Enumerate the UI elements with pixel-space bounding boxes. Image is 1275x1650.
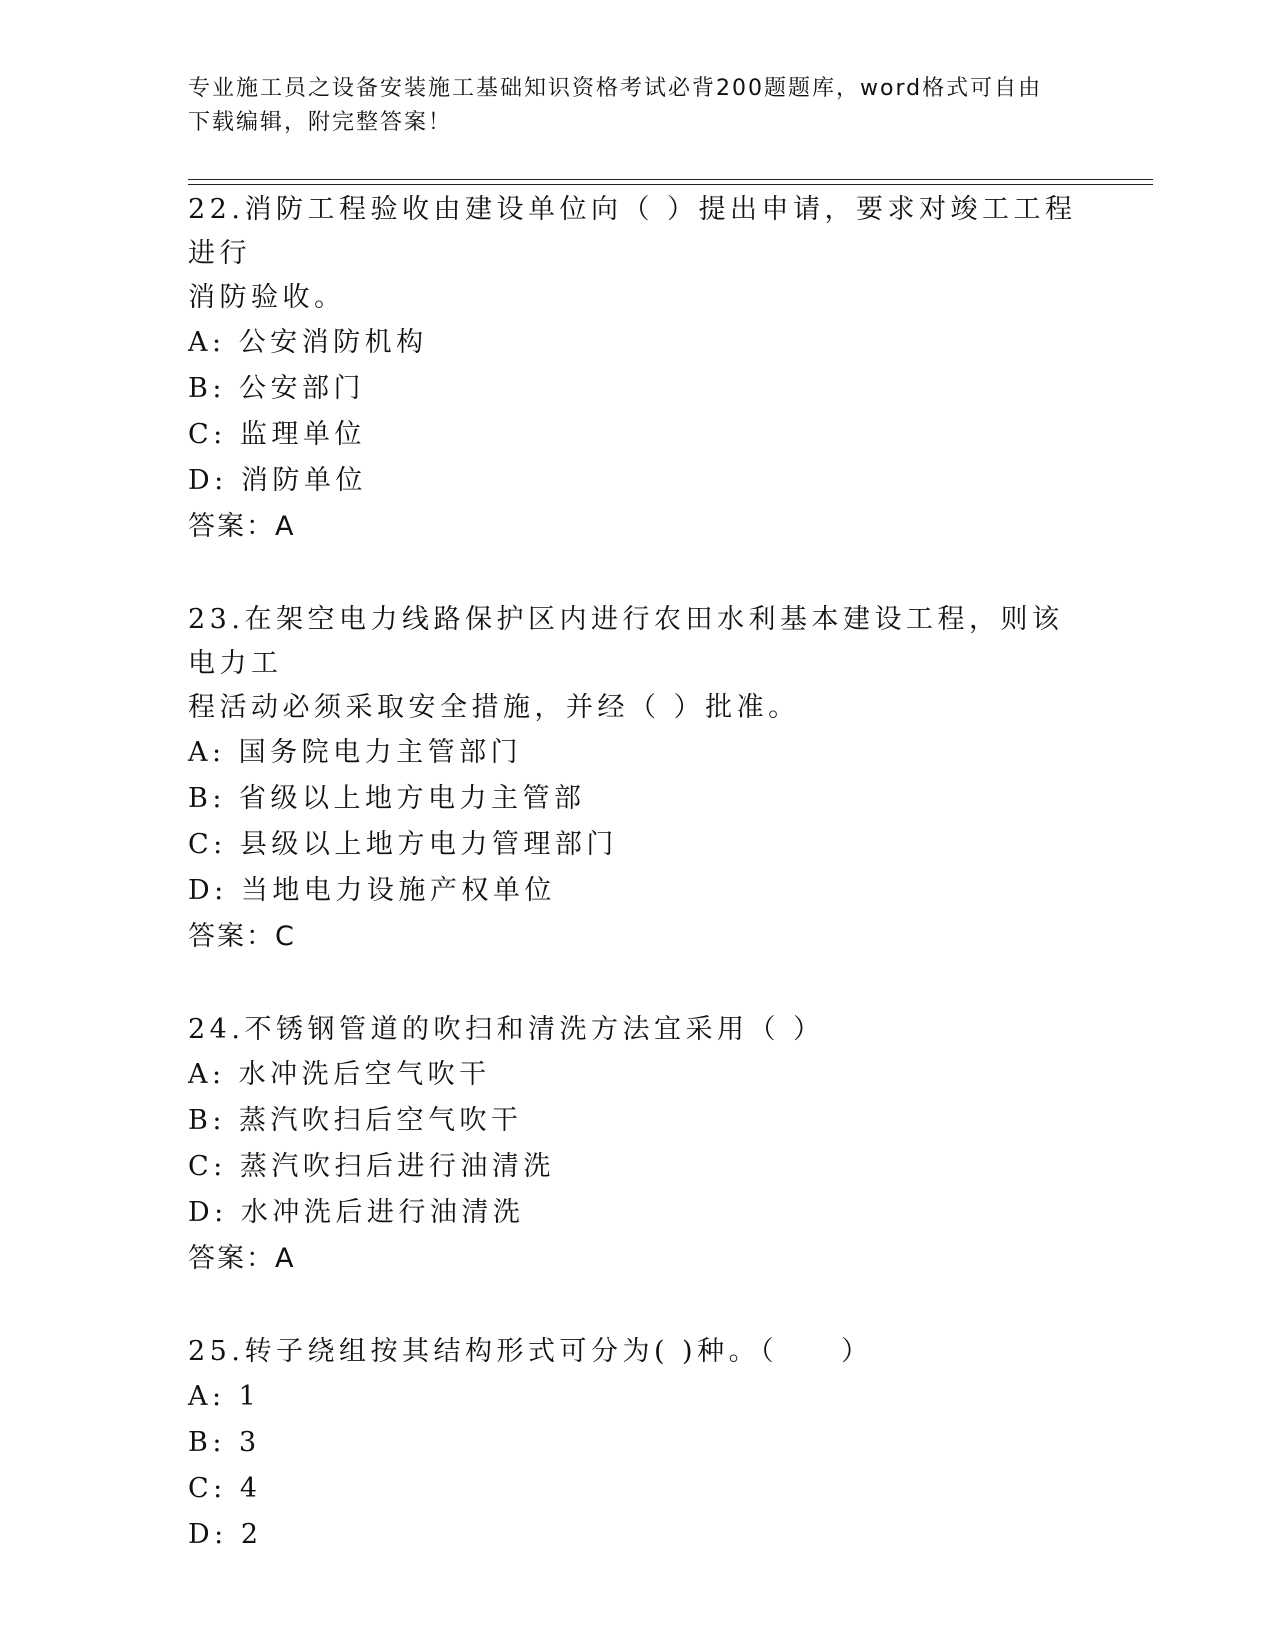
question-22 bbox=[188, 188, 1088, 550]
spacer bbox=[188, 960, 1088, 1008]
question-24 bbox=[188, 1008, 1088, 1282]
question-stem-continued: 程活动必须采取安全措施，并经（ ）批准。 bbox=[188, 692, 800, 723]
header-divider-bottom bbox=[188, 184, 1153, 185]
question-23 bbox=[188, 598, 1088, 960]
question-stem: 24.不锈钢管道的吹扫和清洗方法宜采用（ ） bbox=[188, 1014, 825, 1045]
option-c: C: 县级以上地方电力管理部门 bbox=[188, 829, 618, 860]
question-list bbox=[188, 188, 1088, 1558]
header-line-1: 专业施工员之设备安装施工基础知识资格考试必背200题题库，word格式可自由 bbox=[188, 76, 1043, 101]
option-b: B: 公安部门 bbox=[188, 373, 366, 404]
spacer bbox=[188, 1282, 1088, 1330]
question-stem: 25.转子绕组按其结构形式可分为( )种。（ ） bbox=[188, 1336, 873, 1367]
answer: 答案：A bbox=[188, 511, 296, 542]
question-stem: 22.消防工程验收由建设单位向（ ）提出申请，要求对竣工工程进行 bbox=[188, 194, 1077, 269]
question-stem: 23.在架空电力线路保护区内进行农田水利基本建设工程，则该电力工 bbox=[188, 604, 1064, 679]
option-d: D: 水冲洗后进行油清洗 bbox=[188, 1197, 525, 1228]
option-b: B: 蒸汽吹扫后空气吹干 bbox=[188, 1105, 523, 1136]
question-25 bbox=[188, 1330, 1088, 1558]
option-b: B: 省级以上地方电力主管部 bbox=[188, 783, 586, 814]
option-d: D: 消防单位 bbox=[188, 465, 367, 496]
document-header bbox=[188, 72, 1088, 140]
option-c: C: 监理单位 bbox=[188, 419, 366, 450]
spacer bbox=[188, 550, 1088, 598]
option-a: A: 国务院电力主管部门 bbox=[188, 737, 523, 768]
option-a: A: 1 bbox=[188, 1381, 261, 1412]
header-divider-top bbox=[188, 179, 1153, 180]
option-d: D: 2 bbox=[188, 1519, 263, 1550]
option-d: D: 当地电力设施产权单位 bbox=[188, 875, 556, 906]
question-stem-continued: 消防验收。 bbox=[188, 282, 346, 313]
option-b: B: 3 bbox=[188, 1427, 261, 1458]
answer: 答案：A bbox=[188, 1243, 296, 1274]
answer: 答案：C bbox=[188, 921, 296, 952]
option-c: C: 4 bbox=[188, 1473, 262, 1504]
option-a: A: 水冲洗后空气吹干 bbox=[188, 1059, 491, 1090]
option-c: C: 蒸汽吹扫后进行油清洗 bbox=[188, 1151, 555, 1182]
option-a: A: 公安消防机构 bbox=[188, 327, 428, 358]
header-line-2: 下载编辑，附完整答案！ bbox=[188, 110, 453, 135]
